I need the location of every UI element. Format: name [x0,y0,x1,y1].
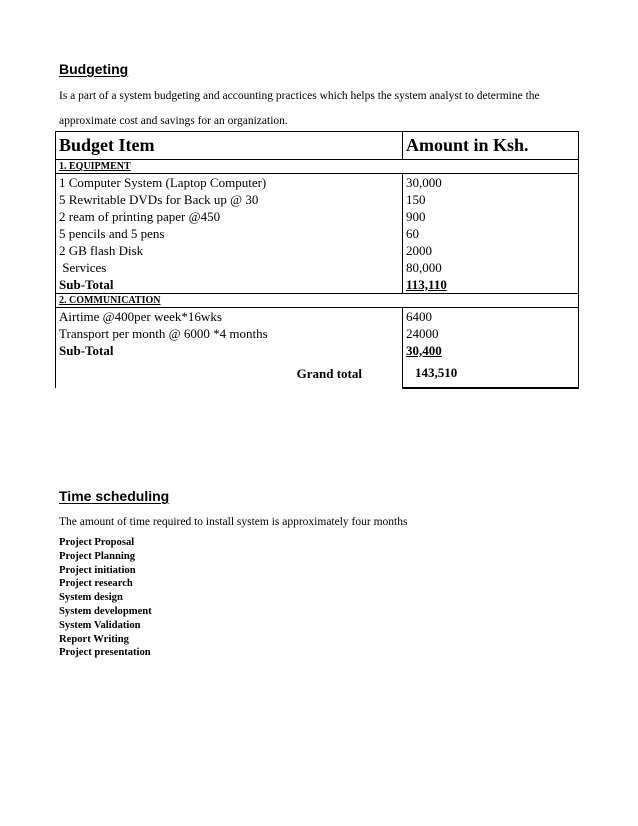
section-row [56,294,579,308]
item-cell: 1 Computer System (Laptop Computer) [56,174,403,192]
header-budget-item: Budget Item [56,132,403,160]
item-cell: 5 pencils and 5 pens [56,225,403,242]
list-item: Project presentation [59,647,151,659]
subtotal-label: Sub-Total [56,276,403,294]
section-communication-label: 2. COMMUNICATION [59,295,161,306]
list-item: Project Proposal [59,537,135,548]
table-header-row [56,132,579,160]
subtotal-row [56,276,579,294]
section-equipment-label: 1. EQUIPMENT [59,161,131,172]
item-cell: 2 GB flash Disk [56,242,403,259]
list-item: System Validation [59,619,141,631]
budgeting-intro: Is a part of a system budgeting and accounting practices which helps the system analyst to determine the approximate cost and savings for an organization. [59,90,540,127]
activity-list [59,536,169,660]
grand-total-row [56,359,579,388]
item-cell: 5 Rewritable DVDs for Back up @ 30 [56,191,403,208]
list-item: Project initiation [59,564,136,576]
header-amount: Amount in Ksh. [403,132,579,160]
table-row [56,242,579,259]
table-row [56,225,579,242]
subtotal-row [56,342,579,359]
subtotal-label: Sub-Total [56,342,403,359]
amount-cell: 60 [403,225,579,242]
item-cell: Transport per month @ 6000 *4 months [56,325,403,342]
table-row [56,259,579,276]
list-item: Project Planning [59,550,136,562]
item-cell: 2 ream of printing paper @450 [56,208,403,225]
list-item: Report Writing [59,633,129,645]
amount-cell: 80,000 [403,259,579,276]
table-row [56,174,579,192]
list-item: System design [59,592,123,604]
table-row [56,325,579,342]
subtotal-value: 30,400 [406,342,442,358]
list-item: Project research [59,578,133,590]
budgeting-heading: Budgeting [59,61,129,77]
subtotal-value: 113,110 [406,276,447,292]
item-cell: Services [56,259,403,276]
grand-total-label: Grand total [56,359,403,388]
item-cell: Airtime @400per week*16wks [56,308,403,326]
amount-cell: 6400 [403,308,579,326]
table-row [56,208,579,225]
table-row [56,308,579,326]
table-row [56,191,579,208]
section-row [56,160,579,174]
amount-cell: 24000 [403,325,579,342]
time-scheduling-intro: The amount of time required to install system is approximately four months [59,516,408,528]
time-scheduling-heading: Time scheduling [59,488,170,504]
amount-cell: 150 [403,191,579,208]
list-item: System development [59,605,152,617]
budget-table [55,131,579,389]
grand-total-value: 143,510 [403,359,579,388]
amount-cell: 30,000 [403,174,579,192]
amount-cell: 2000 [403,242,579,259]
amount-cell: 900 [403,208,579,225]
